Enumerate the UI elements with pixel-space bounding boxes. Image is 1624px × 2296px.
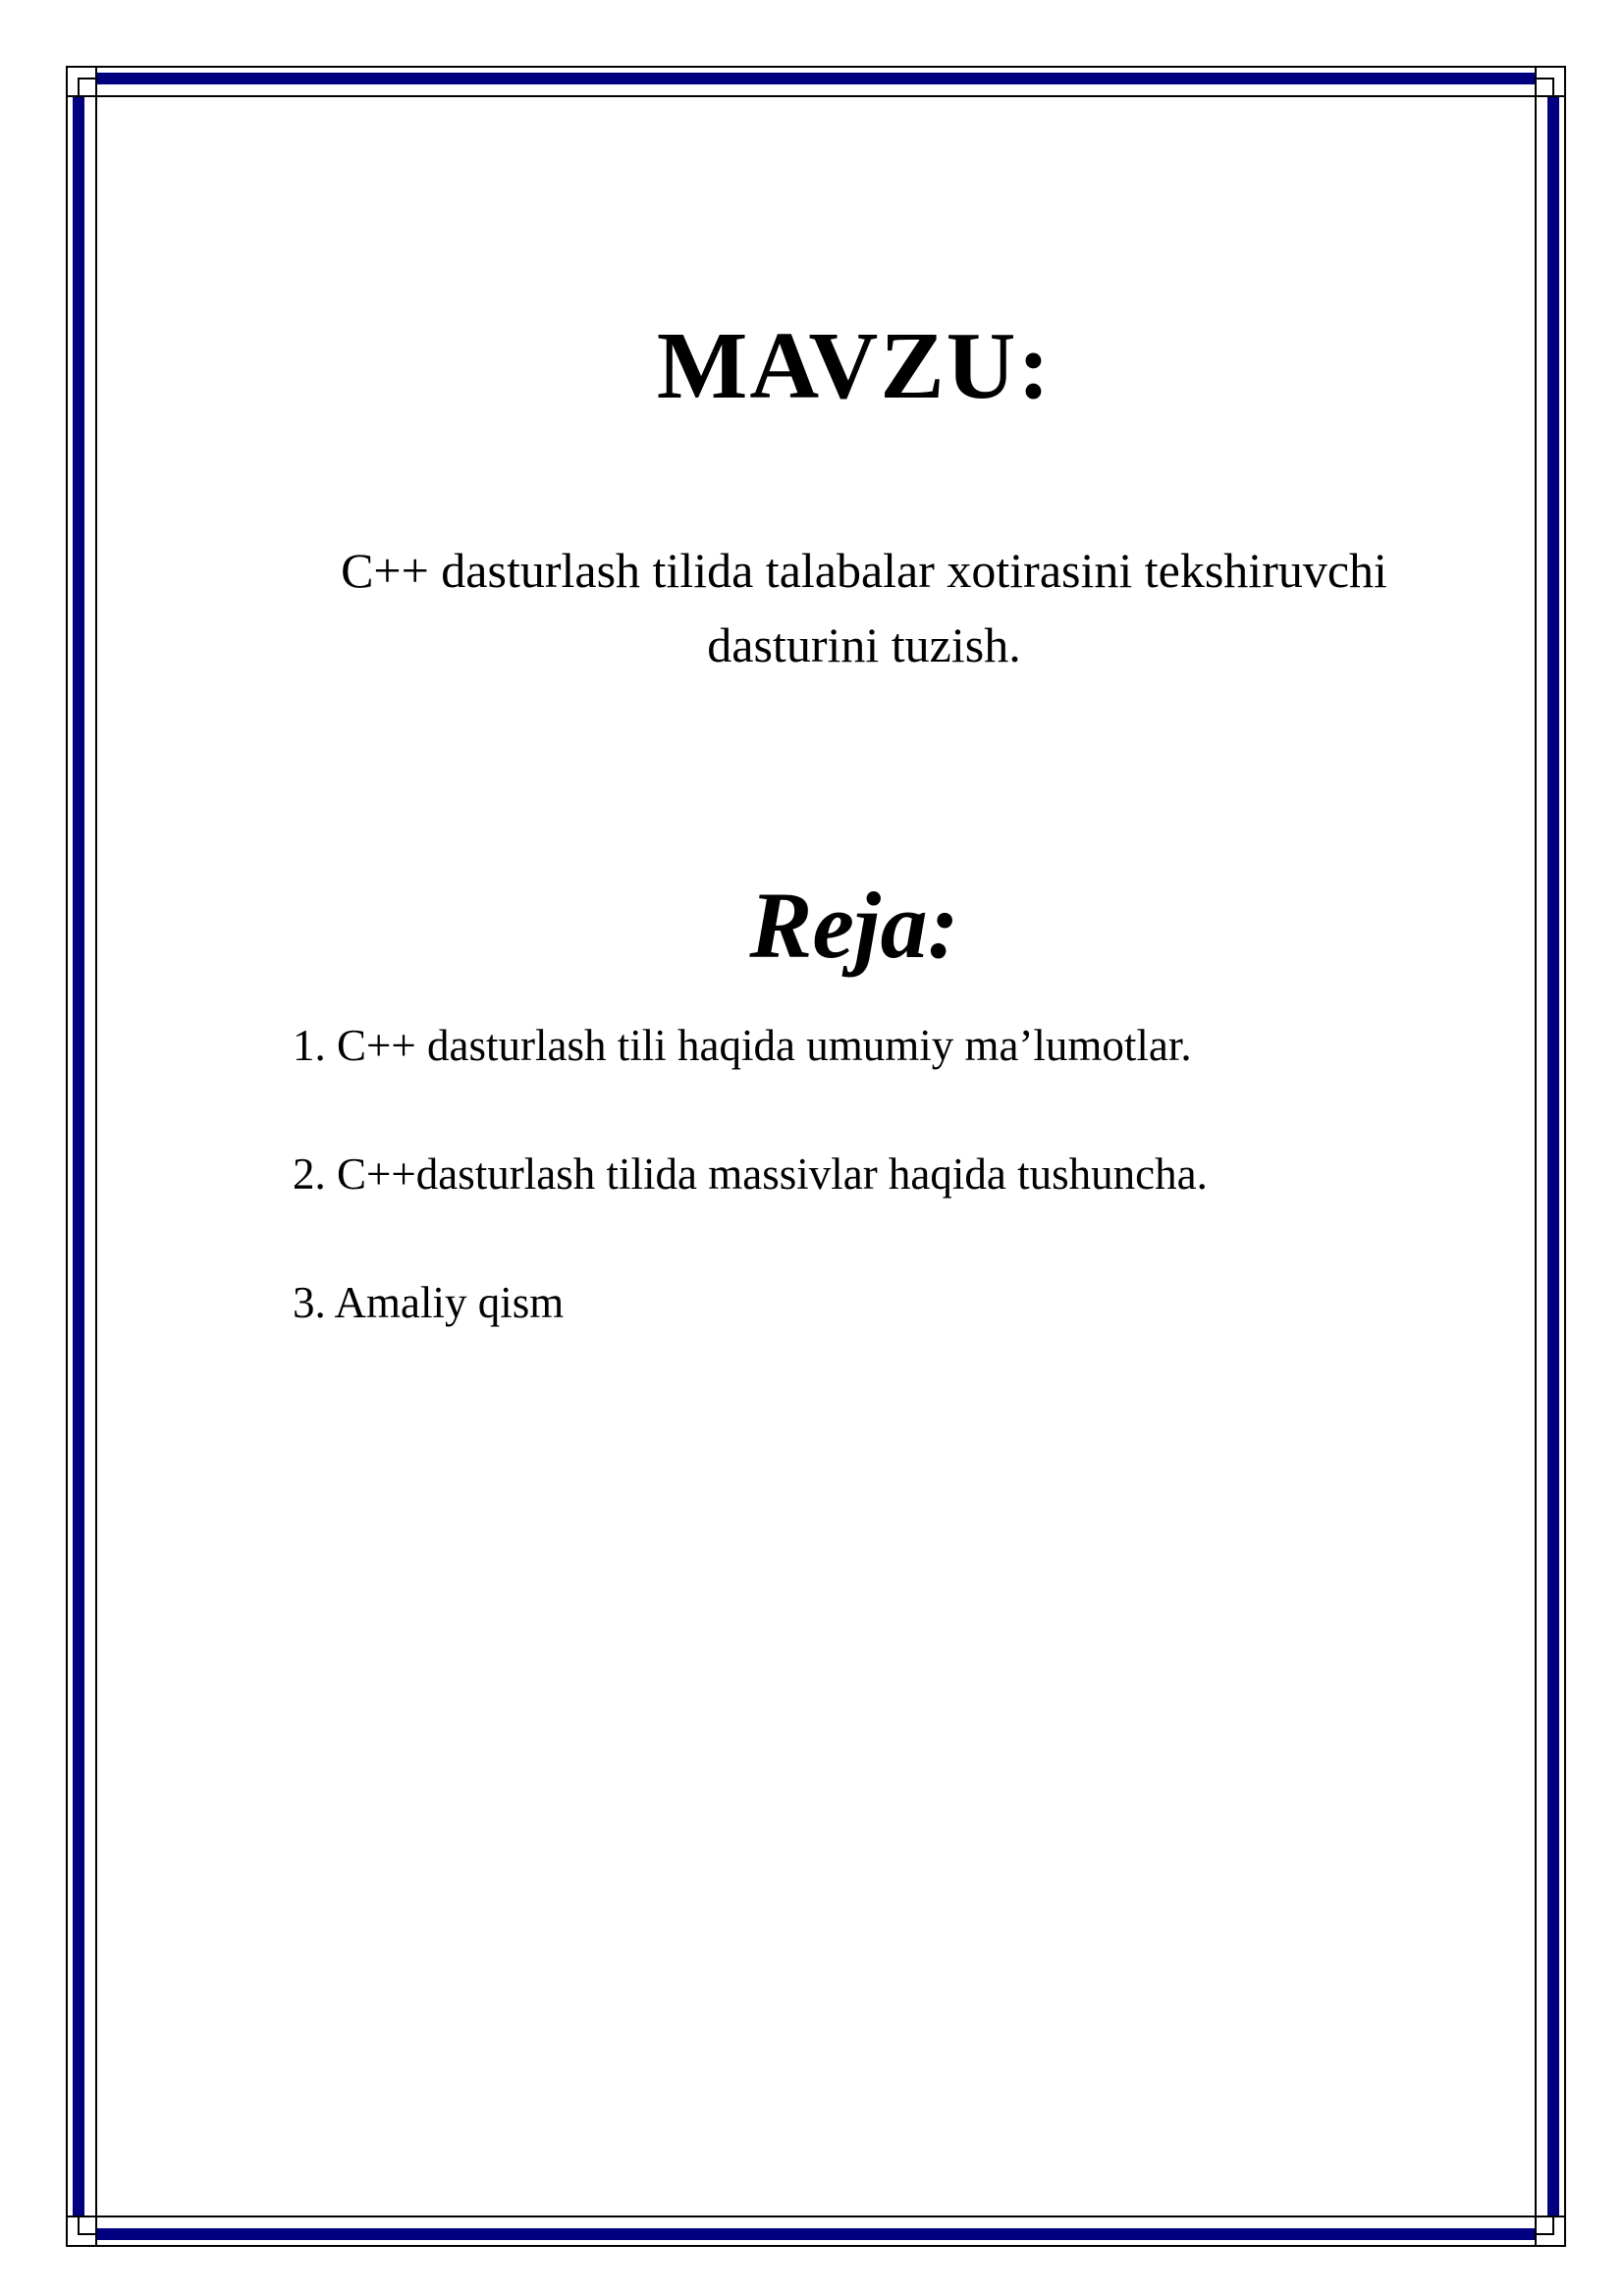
corner-ornament-bottom-right (1536, 2216, 1565, 2246)
plan-item: 2. C++dasturlash tilida massivlar haqida tushuncha. (293, 1149, 1208, 1199)
plan-item: 1. C++ dasturlash tili haqida umumiy ma’lumotlar. (293, 1021, 1192, 1070)
corner-ornament-top-right (1536, 67, 1565, 96)
plan-list (293, 1016, 1208, 1402)
corner-ornament-bottom-left (67, 2216, 96, 2246)
document-title: MAVZU: (656, 313, 1053, 419)
plan-heading: Reja: (749, 873, 959, 978)
plan-item: 3. Amaliy qism (293, 1278, 565, 1327)
corner-ornament-top-left (67, 67, 96, 96)
document-subtitle: C++ dasturlash tilida talabalar xotirasini tekshiruvchi dasturini tuzish. (341, 543, 1387, 672)
